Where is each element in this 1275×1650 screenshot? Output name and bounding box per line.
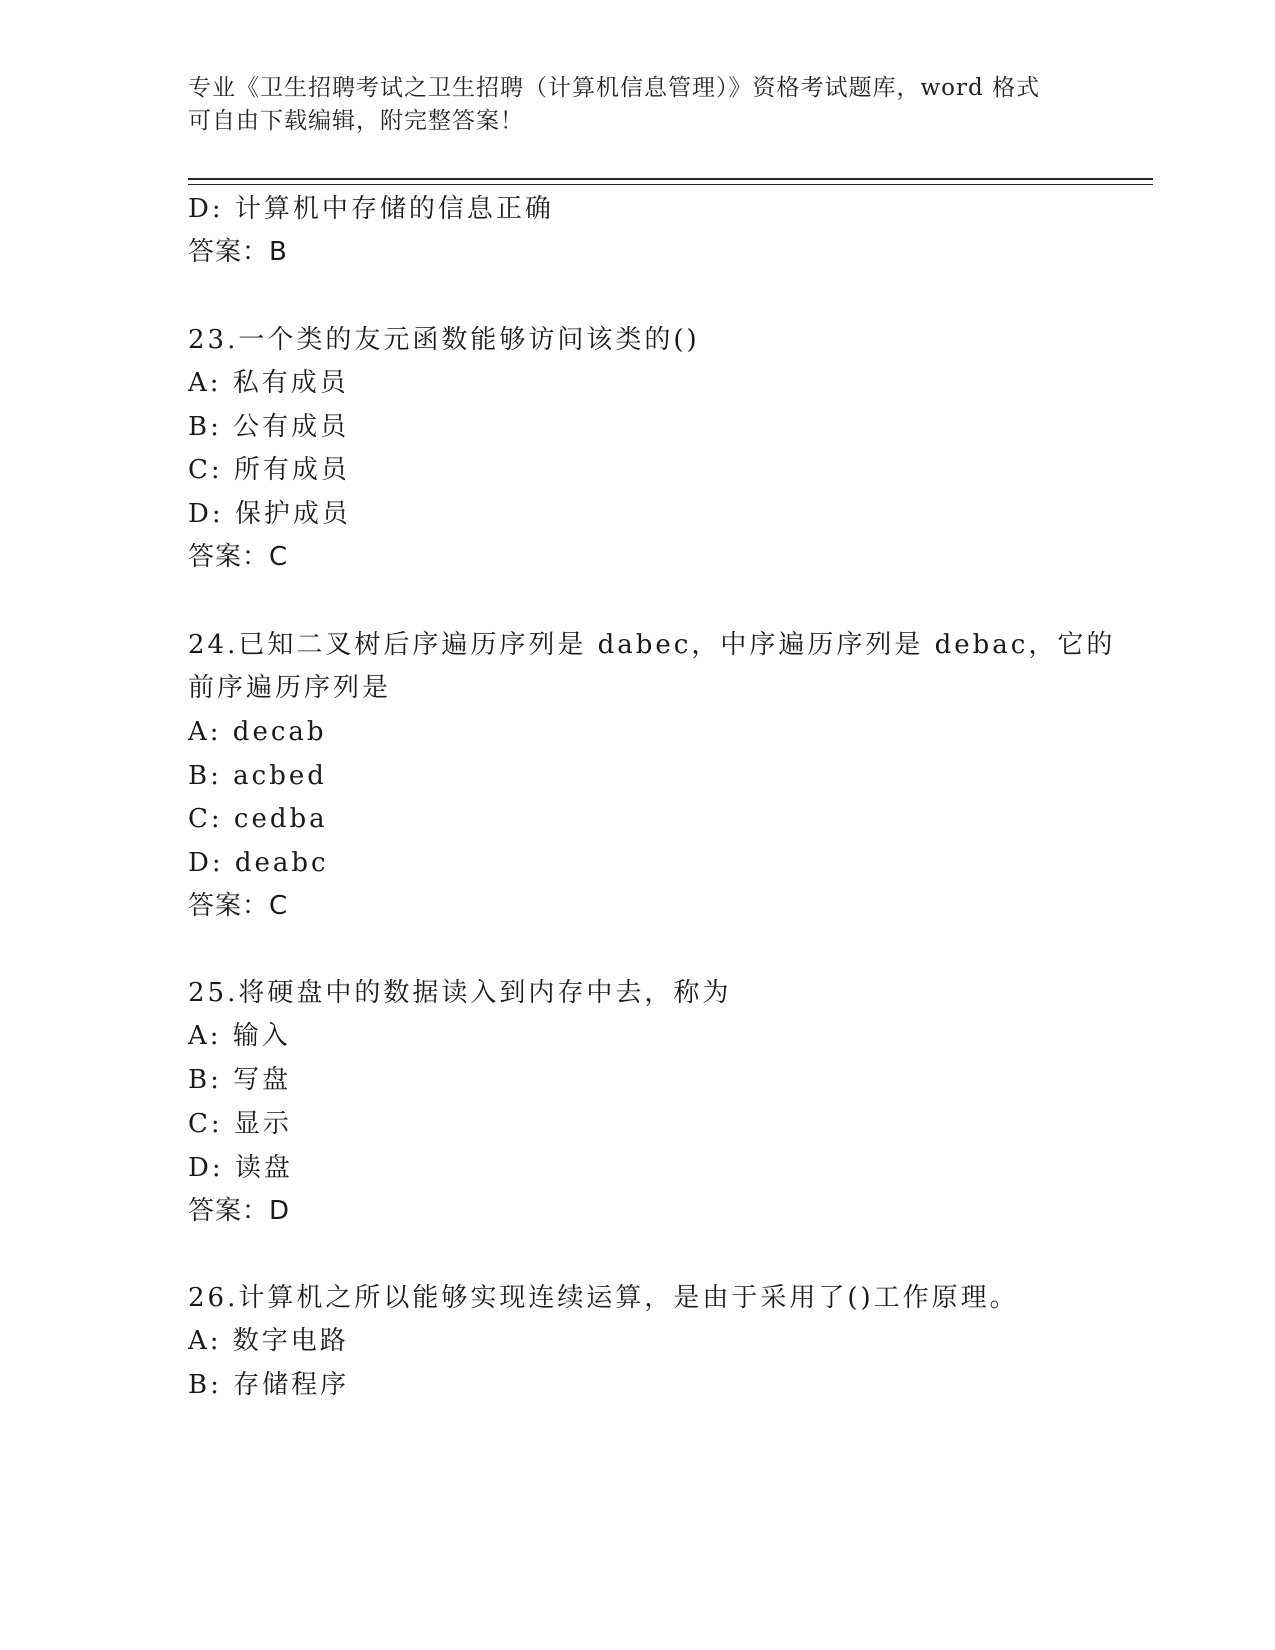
question-line: 25.将硬盘中的数据读入到内存中去，称为 (188, 978, 732, 1008)
header-title-line-1: 专业《卫生招聘考试之卫生招聘（计算机信息管理）》资格考试题库，word 格式 (188, 75, 1041, 101)
option-line: C: 显示 (188, 1109, 292, 1139)
question-line: 23.一个类的友元函数能够访问该类的() (188, 325, 700, 355)
option-line: C: cedba (188, 804, 328, 834)
document-header (188, 72, 1088, 138)
answer-line: 答案：C (188, 542, 289, 572)
option-line: B: 存储程序 (188, 1370, 350, 1400)
option-line: D: 读盘 (188, 1153, 293, 1183)
question-line: 前序遍历序列是 (188, 673, 392, 703)
answer-line: 答案：B (188, 237, 288, 267)
option-line: D: deabc (188, 848, 329, 878)
option-line: B: 写盘 (188, 1065, 292, 1095)
question-line: 24.已知二叉树后序遍历序列是 dabec，中序遍历序列是 debac，它的 (188, 630, 1116, 660)
option-line: D: 保护成员 (188, 499, 351, 529)
header-divider-thin (188, 184, 1153, 185)
option-line: A: 输入 (188, 1021, 291, 1051)
option-line: D: 计算机中存储的信息正确 (188, 194, 554, 224)
option-line: A: 数字电路 (188, 1326, 349, 1356)
option-line: A: decab (188, 717, 327, 747)
answer-line: 答案：D (188, 1196, 291, 1226)
answer-line: 答案：C (188, 891, 289, 921)
header-title-line-2: 可自由下载编辑，附完整答案！ (188, 108, 524, 134)
header-divider-thick (188, 178, 1153, 180)
option-line: B: 公有成员 (188, 412, 350, 442)
question-line: 26.计算机之所以能够实现连续运算，是由于采用了()工作原理。 (188, 1283, 1019, 1313)
option-line: A: 私有成员 (188, 368, 349, 398)
option-line: C: 所有成员 (188, 455, 350, 485)
option-line: B: acbed (188, 761, 327, 791)
